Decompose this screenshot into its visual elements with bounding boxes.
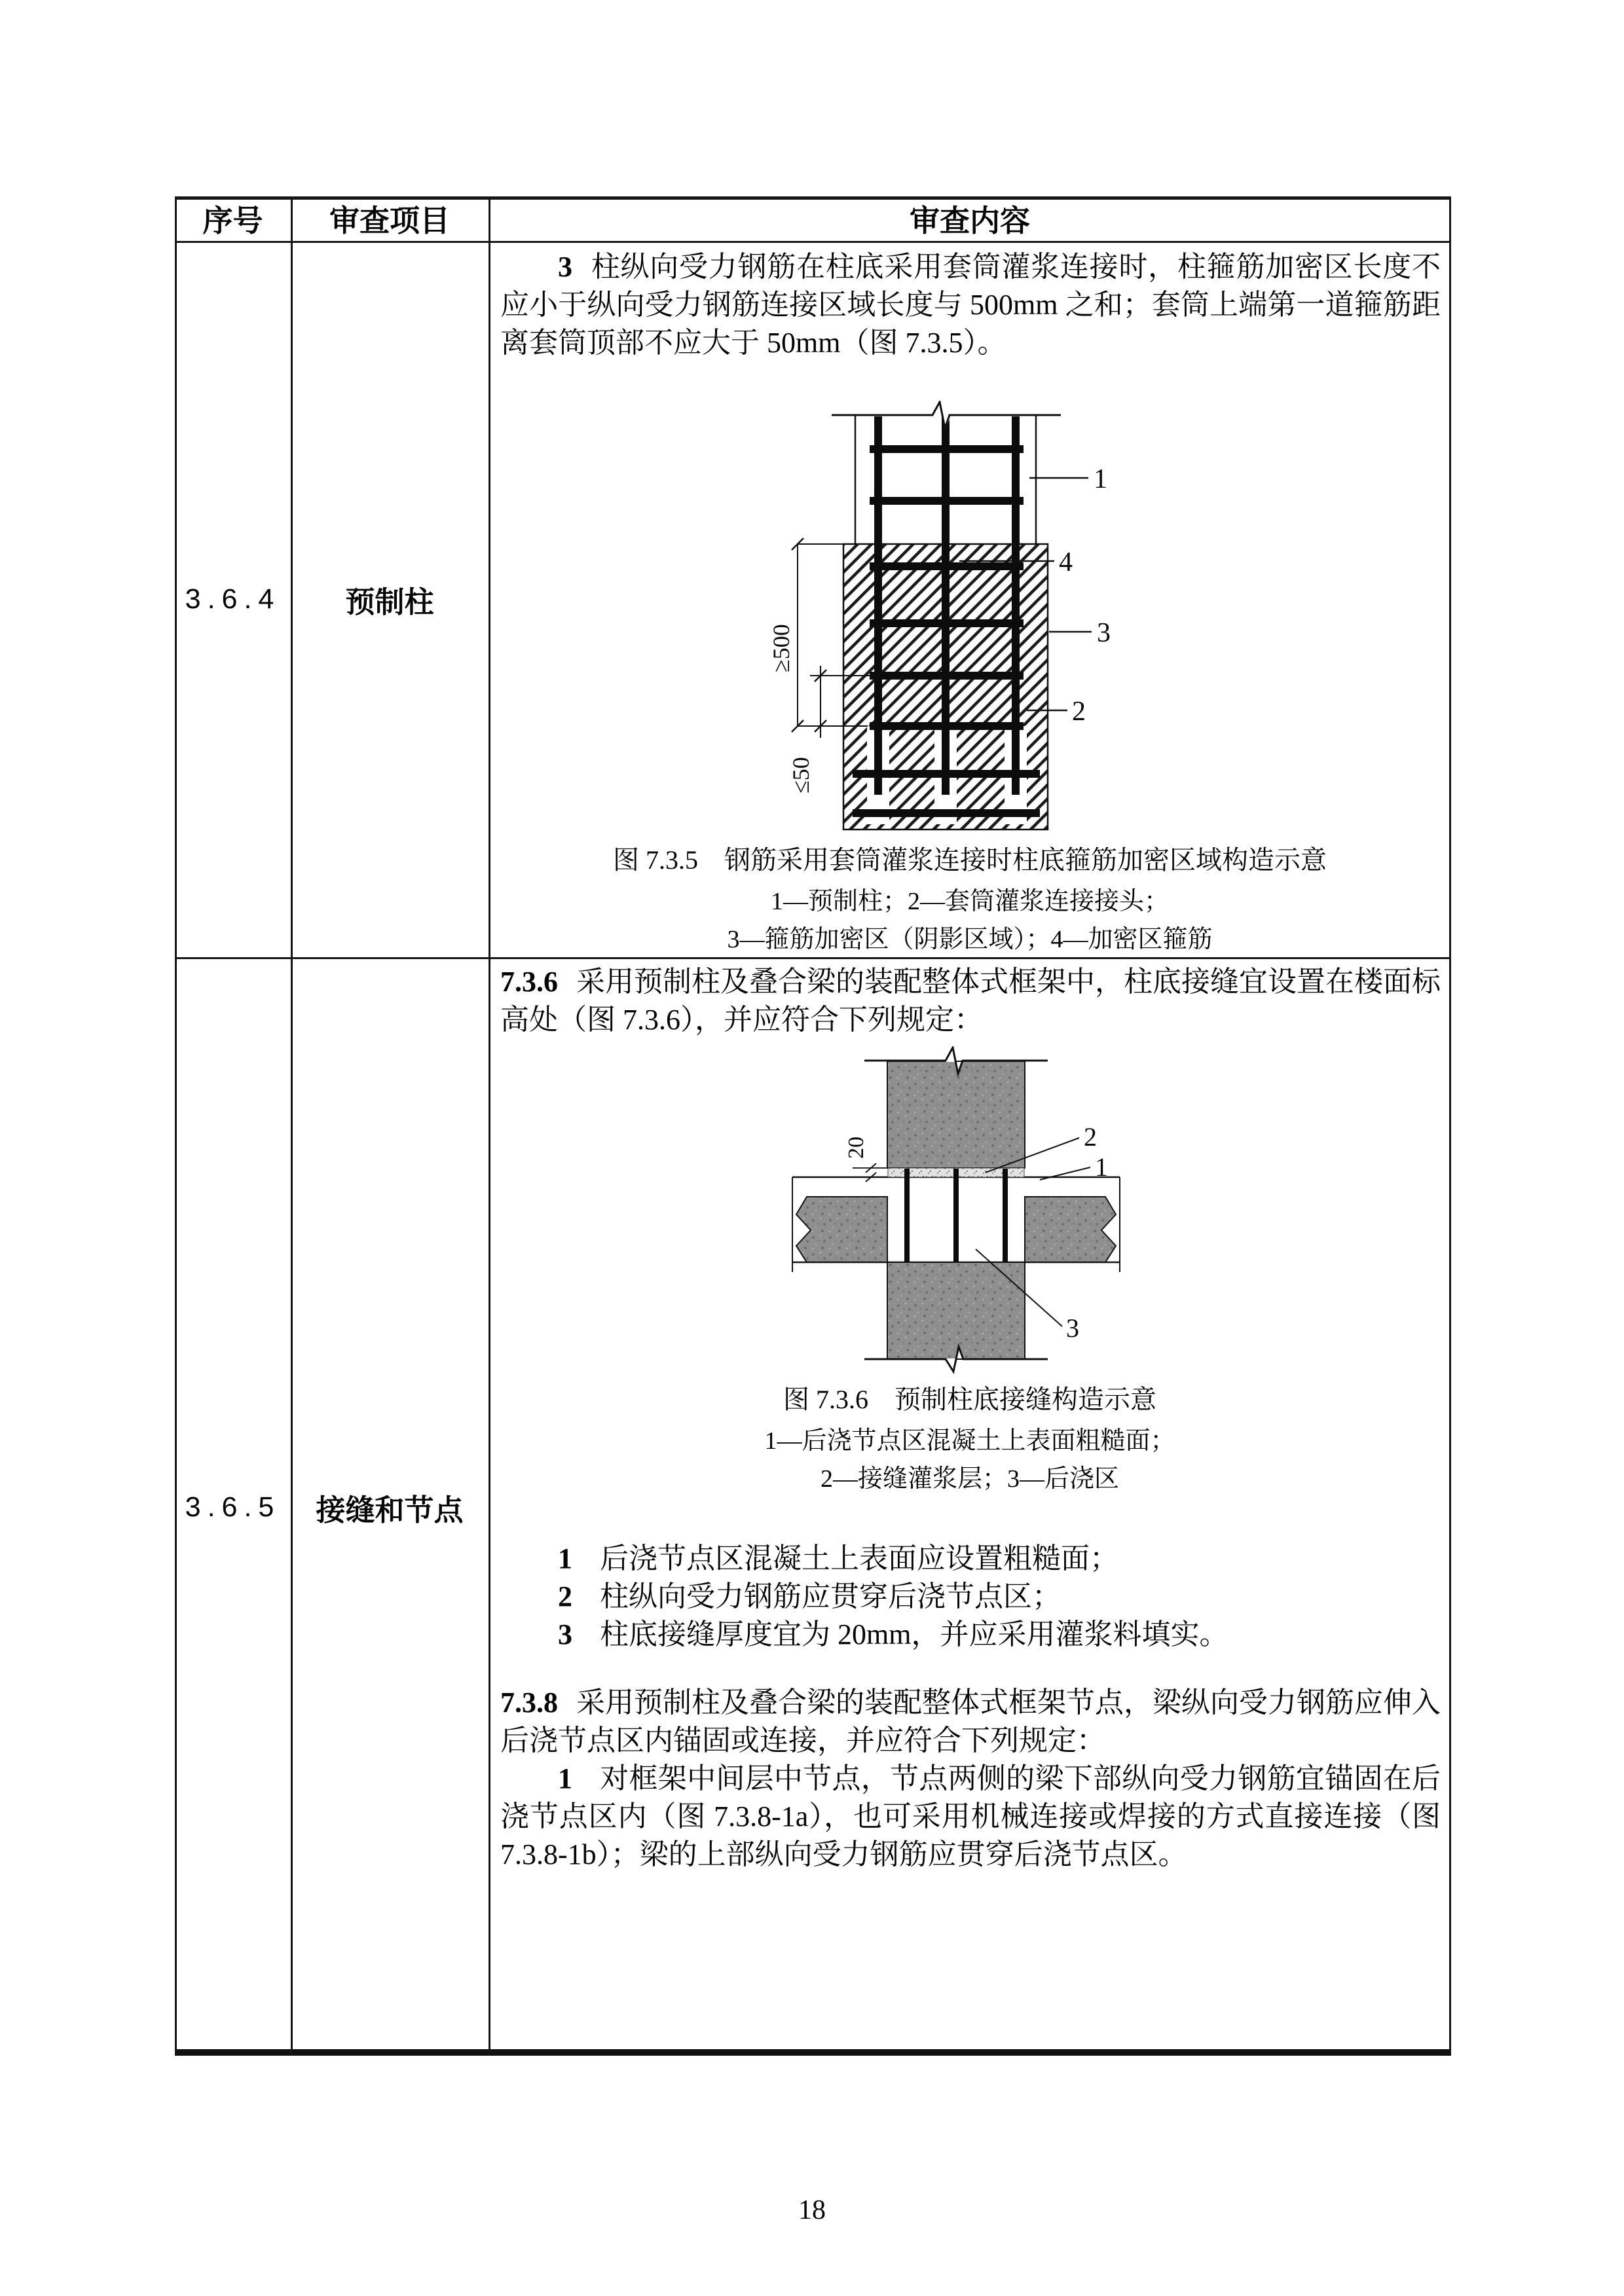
- legend-text: 2—接缝灌浆层；3—后浇区: [820, 1465, 1119, 1493]
- figure-7-3-6-diagram: [760, 1046, 1153, 1374]
- serial-365-label: 3.6.5: [185, 1491, 281, 1523]
- figure-label-3: 3: [1066, 1313, 1079, 1343]
- figure-7-3-6-caption: [489, 1383, 1451, 1417]
- clause-number: 7.3.8: [500, 1686, 558, 1719]
- clause-number: 7.3.6: [500, 966, 558, 998]
- stirrup: [870, 445, 1024, 453]
- column-rebar: [904, 1169, 910, 1262]
- requirement-item: [500, 1578, 1441, 1616]
- upper-precast-column: [887, 1061, 1025, 1168]
- caption-text: 图 7.3.5 钢筋采用套筒灌浆连接时柱底箍筋加密区域构造示意: [613, 845, 1327, 875]
- header-serial-label: 序号: [202, 204, 263, 238]
- item-number: 2: [558, 1580, 572, 1613]
- longitudinal-rebar: [942, 416, 950, 795]
- item-number: 1: [558, 1762, 572, 1795]
- figure-label-4: 4: [1059, 547, 1073, 577]
- stirrup: [870, 562, 1024, 570]
- column-rebar: [1003, 1169, 1008, 1262]
- dim-le50-label: ≤50: [788, 757, 814, 793]
- column-rebar: [953, 1169, 959, 1262]
- figure-label-2: 2: [1072, 697, 1086, 727]
- row-serial-365: [175, 959, 291, 2056]
- item-number: 1: [558, 1542, 572, 1575]
- dim-ge500-label: ≥500: [768, 624, 794, 672]
- legend-text: 1—预制柱；2—套筒灌浆连接接头；: [770, 888, 1169, 915]
- header-cell-content: [489, 196, 1451, 241]
- header-content-label: 审查内容: [910, 204, 1030, 238]
- header-cell-item: [291, 196, 489, 241]
- item-364-label: 预制柱: [345, 585, 434, 619]
- row-serial-364: [175, 241, 291, 957]
- row-item-precast-column: [291, 241, 489, 957]
- dim-20-label: 20: [844, 1137, 868, 1159]
- stirrup: [870, 619, 1024, 627]
- clause-text: 柱纵向受力钢筋在柱底采用套筒灌浆连接时，柱箍筋加密区长度不应小于纵向受力钢筋连接区域长度与 500mm 之和；套筒上端第一道箍筋距离套筒顶部不应大于 50mm（图 7.3.5）。: [500, 251, 1441, 359]
- clause-paragraph-364: [500, 248, 1441, 362]
- figure-label-3: 3: [1097, 618, 1111, 648]
- requirements-list: [500, 1540, 1441, 1654]
- right-beam-concrete: [1025, 1197, 1116, 1262]
- serial-364-label: 3.6.4: [185, 583, 281, 615]
- clause-738-subitem: [500, 1760, 1441, 1874]
- caption-text: 图 7.3.6 预制柱底接缝构造示意: [783, 1385, 1156, 1414]
- table-grid-line: [489, 196, 490, 2056]
- stirrup: [853, 809, 1040, 817]
- figure-7-3-5-caption: [489, 843, 1451, 877]
- stirrup: [870, 497, 1024, 505]
- stirrup: [853, 770, 1040, 778]
- lower-precast-column: [887, 1262, 1025, 1359]
- column-top-break-line: [832, 402, 1061, 428]
- legend-text: 1—后浇节点区混凝土上表面粗糙面；: [764, 1427, 1175, 1455]
- figure-label-2: 2: [1084, 1122, 1097, 1152]
- legend-text: 3—箍筋加密区（阴影区域）；4—加密区箍筋: [727, 926, 1213, 953]
- item-number: 3: [558, 1618, 572, 1650]
- figure-7-3-6-legend-2: [489, 1463, 1451, 1495]
- stirrup: [870, 672, 1024, 680]
- item-text: 后浇节点区混凝土上表面应设置粗糙面；: [600, 1542, 1118, 1575]
- header-cell-serial: [175, 196, 291, 241]
- page-number-text: 18: [798, 2195, 826, 2225]
- item-text: 柱纵向受力钢筋应贯穿后浇节点区；: [600, 1580, 1061, 1613]
- clause-paragraph-738: [500, 1684, 1441, 1760]
- clause-paragraph-736: [500, 963, 1441, 1039]
- requirement-item: [500, 1540, 1441, 1578]
- item-text: 柱底接缝厚度宜为 20mm，并应采用灌浆料填实。: [600, 1618, 1228, 1650]
- row-item-joints: [291, 959, 489, 2056]
- item-365-label: 接缝和节点: [316, 1493, 464, 1527]
- stirrup: [870, 722, 1024, 730]
- figure-7-3-5-legend-2: [489, 923, 1451, 956]
- figure-label-1: 1: [1094, 464, 1107, 494]
- requirement-item: [500, 1616, 1441, 1654]
- left-beam-concrete: [796, 1197, 887, 1262]
- figure-7-3-5-diagram: [763, 401, 1130, 833]
- item-text: 对框架中间层中节点，节点两侧的梁下部纵向受力钢筋宜锚固在后浇节点区内（图 7.3.8-1a），也可采用机械连接或焊接的方式直接连接（图 7.3.8-1b）；梁的上部纵向受力钢筋应贯穿后浇节点区。: [500, 1762, 1441, 1870]
- clause-text: 采用预制柱及叠合梁的装配整体式框架节点，梁纵向受力钢筋应伸入后浇节点区内锚固或连接，并应符合下列规定：: [500, 1686, 1441, 1757]
- header-item-label: 审查项目: [329, 204, 450, 238]
- longitudinal-rebar: [1012, 416, 1020, 795]
- clause-number: 3: [558, 251, 572, 283]
- figure-7-3-5-legend-1: [489, 885, 1451, 918]
- figure-label-1: 1: [1095, 1152, 1108, 1182]
- page-number: [0, 2195, 1624, 2226]
- clause-text: 采用预制柱及叠合梁的装配整体式框架中，柱底接缝宜设置在楼面标高处（图 7.3.6），并应符合下列规定：: [500, 966, 1441, 1036]
- figure-7-3-6-legend-1: [489, 1425, 1451, 1457]
- longitudinal-rebar: [874, 416, 882, 795]
